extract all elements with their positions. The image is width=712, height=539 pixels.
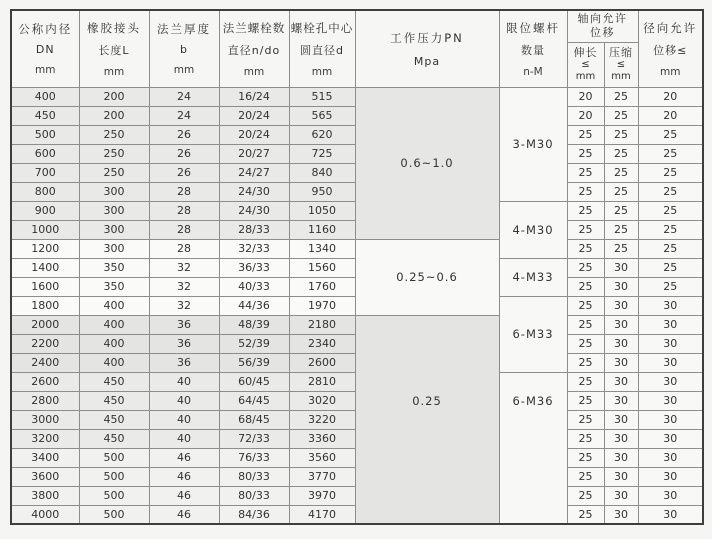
- cell-thickness: 32: [149, 277, 219, 296]
- cell-compression: 30: [604, 429, 638, 448]
- header-elongation-lte: ≤: [581, 59, 590, 71]
- cell-radial: 30: [638, 296, 703, 315]
- cell-limit-rod-group: 4-M33: [499, 258, 567, 296]
- cell-dn: 4000: [11, 505, 79, 524]
- cell-bolt-count: 16/24: [219, 87, 289, 106]
- cell-bolt-circle: 3020: [289, 391, 355, 410]
- cell-pressure-group: 0.25: [355, 315, 499, 524]
- header-pressure-title: 工作压力PN: [390, 30, 464, 45]
- cell-bolt-count: 80/33: [219, 486, 289, 505]
- header-elongation: [567, 42, 604, 87]
- cell-elongation: 25: [567, 410, 604, 429]
- cell-dn: 1800: [11, 296, 79, 315]
- header-radial: [638, 10, 703, 87]
- cell-dn: 3000: [11, 410, 79, 429]
- cell-dn: 1000: [11, 220, 79, 239]
- cell-thickness: 32: [149, 258, 219, 277]
- cell-compression: 25: [604, 239, 638, 258]
- cell-bolt-circle: 725: [289, 144, 355, 163]
- cell-bolt-circle: 3770: [289, 467, 355, 486]
- cell-thickness: 36: [149, 353, 219, 372]
- cell-length: 400: [79, 334, 149, 353]
- cell-length: 350: [79, 277, 149, 296]
- cell-thickness: 46: [149, 467, 219, 486]
- cell-radial: 25: [638, 201, 703, 220]
- header-thickness-sub: b: [180, 43, 188, 57]
- cell-compression: 25: [604, 182, 638, 201]
- cell-compression: 25: [604, 201, 638, 220]
- header-length: [79, 10, 149, 87]
- cell-bolt-count: 72/33: [219, 429, 289, 448]
- cell-pressure-group: 0.6~1.0: [355, 87, 499, 239]
- cell-compression: 30: [604, 486, 638, 505]
- cell-length: 400: [79, 353, 149, 372]
- spec-table-body: [11, 87, 703, 524]
- cell-bolt-count: 68/45: [219, 410, 289, 429]
- cell-elongation: 25: [567, 201, 604, 220]
- header-length-title: 橡胶接头: [87, 20, 141, 35]
- cell-bolt-circle: 515: [289, 87, 355, 106]
- cell-thickness: 28: [149, 201, 219, 220]
- header-elongation-title: 伸长: [573, 46, 598, 60]
- cell-radial: 25: [638, 182, 703, 201]
- header-pressure-sub: Mpa: [413, 54, 441, 68]
- cell-bolt-count: 20/24: [219, 106, 289, 125]
- header-bolt-count-sub: 直径n/do: [227, 43, 281, 57]
- cell-dn: 2800: [11, 391, 79, 410]
- cell-elongation: 25: [567, 239, 604, 258]
- cell-length: 250: [79, 144, 149, 163]
- cell-bolt-circle: 840: [289, 163, 355, 182]
- table-row: [11, 87, 703, 106]
- cell-bolt-circle: 3970: [289, 486, 355, 505]
- cell-radial: 30: [638, 353, 703, 372]
- header-limit-rod-unit: n-M: [523, 65, 543, 78]
- header-axial-title: 轴向允许: [577, 11, 628, 25]
- cell-length: 300: [79, 201, 149, 220]
- header-axial-sub: 位移: [590, 26, 615, 40]
- cell-dn: 1400: [11, 258, 79, 277]
- cell-compression: 30: [604, 277, 638, 296]
- cell-compression: 30: [604, 467, 638, 486]
- cell-radial: 30: [638, 315, 703, 334]
- cell-dn: 900: [11, 201, 79, 220]
- cell-compression: 30: [604, 258, 638, 277]
- header-bolt-circle-unit: mm: [311, 65, 333, 78]
- cell-bolt-circle: 4170: [289, 505, 355, 524]
- cell-thickness: 24: [149, 106, 219, 125]
- header-bolt-count: [219, 10, 289, 87]
- cell-bolt-circle: 2600: [289, 353, 355, 372]
- cell-elongation: 20: [567, 106, 604, 125]
- header-thickness: [149, 10, 219, 87]
- header-thickness-unit: mm: [173, 64, 195, 77]
- cell-bolt-count: 32/33: [219, 239, 289, 258]
- cell-bolt-count: 24/30: [219, 201, 289, 220]
- cell-thickness: 36: [149, 315, 219, 334]
- cell-bolt-count: 48/39: [219, 315, 289, 334]
- cell-bolt-count: 20/27: [219, 144, 289, 163]
- cell-bolt-count: 56/39: [219, 353, 289, 372]
- header-limit-rod-title: 限位螺杆: [506, 20, 560, 35]
- cell-thickness: 40: [149, 410, 219, 429]
- cell-compression: 30: [604, 353, 638, 372]
- cell-compression: 30: [604, 448, 638, 467]
- cell-radial: 30: [638, 505, 703, 524]
- cell-thickness: 28: [149, 220, 219, 239]
- cell-limit-rod-group: 6-M36: [499, 372, 567, 524]
- cell-length: 500: [79, 486, 149, 505]
- cell-elongation: 25: [567, 429, 604, 448]
- header-pressure: [355, 10, 499, 87]
- cell-bolt-circle: 950: [289, 182, 355, 201]
- cell-length: 450: [79, 391, 149, 410]
- cell-length: 300: [79, 220, 149, 239]
- cell-thickness: 40: [149, 429, 219, 448]
- cell-dn: 800: [11, 182, 79, 201]
- cell-limit-rod-group: 4-M30: [499, 201, 567, 258]
- cell-radial: 30: [638, 467, 703, 486]
- cell-bolt-circle: 565: [289, 106, 355, 125]
- cell-elongation: 25: [567, 448, 604, 467]
- cell-length: 450: [79, 410, 149, 429]
- cell-bolt-circle: 3220: [289, 410, 355, 429]
- cell-radial: 25: [638, 258, 703, 277]
- cell-bolt-count: 20/24: [219, 125, 289, 144]
- cell-bolt-count: 24/27: [219, 163, 289, 182]
- cell-radial: 20: [638, 87, 703, 106]
- cell-radial: 25: [638, 277, 703, 296]
- cell-compression: 30: [604, 505, 638, 524]
- cell-bolt-count: 80/33: [219, 467, 289, 486]
- spec-table: [10, 9, 704, 525]
- cell-thickness: 36: [149, 334, 219, 353]
- cell-elongation: 25: [567, 372, 604, 391]
- cell-dn: 700: [11, 163, 79, 182]
- cell-elongation: 25: [567, 277, 604, 296]
- cell-limit-rod-group: 3-M30: [499, 87, 567, 201]
- cell-bolt-count: 84/36: [219, 505, 289, 524]
- cell-bolt-count: 52/39: [219, 334, 289, 353]
- cell-bolt-count: 64/45: [219, 391, 289, 410]
- header-limit-rod-sub: 数量: [521, 43, 545, 57]
- cell-elongation: 25: [567, 182, 604, 201]
- cell-bolt-circle: 1340: [289, 239, 355, 258]
- cell-bolt-count: 76/33: [219, 448, 289, 467]
- cell-thickness: 26: [149, 163, 219, 182]
- header-length-sub: 长度L: [98, 43, 130, 57]
- cell-bolt-circle: 1970: [289, 296, 355, 315]
- cell-elongation: 25: [567, 467, 604, 486]
- cell-thickness: 28: [149, 182, 219, 201]
- cell-bolt-circle: 2810: [289, 372, 355, 391]
- cell-compression: 30: [604, 296, 638, 315]
- cell-length: 300: [79, 182, 149, 201]
- cell-elongation: 25: [567, 220, 604, 239]
- cell-pressure-group: 0.25~0.6: [355, 239, 499, 315]
- cell-dn: 2600: [11, 372, 79, 391]
- header-length-unit: mm: [103, 65, 125, 78]
- cell-bolt-circle: 1050: [289, 201, 355, 220]
- cell-dn: 400: [11, 87, 79, 106]
- cell-dn: 3600: [11, 467, 79, 486]
- cell-length: 500: [79, 467, 149, 486]
- cell-compression: 30: [604, 410, 638, 429]
- cell-compression: 30: [604, 391, 638, 410]
- cell-bolt-circle: 3560: [289, 448, 355, 467]
- cell-compression: 30: [604, 315, 638, 334]
- cell-radial: 30: [638, 429, 703, 448]
- cell-length: 400: [79, 296, 149, 315]
- header-radial-unit: mm: [660, 65, 681, 78]
- cell-bolt-count: 44/36: [219, 296, 289, 315]
- cell-radial: 25: [638, 144, 703, 163]
- cell-dn: 3400: [11, 448, 79, 467]
- cell-dn: 600: [11, 144, 79, 163]
- header-radial-sub: 位移≤: [653, 43, 688, 57]
- cell-compression: 25: [604, 163, 638, 182]
- header-radial-title: 径向允许: [643, 20, 698, 35]
- header-compression-lte: ≤: [616, 59, 626, 71]
- cell-bolt-count: 28/33: [219, 220, 289, 239]
- cell-dn: 450: [11, 106, 79, 125]
- table-row: [11, 239, 703, 258]
- table-row: [11, 315, 703, 334]
- cell-thickness: 26: [149, 125, 219, 144]
- header-thickness-title: 法兰厚度: [157, 22, 211, 37]
- cell-radial: 30: [638, 448, 703, 467]
- cell-radial: 30: [638, 486, 703, 505]
- cell-dn: 3200: [11, 429, 79, 448]
- cell-elongation: 25: [567, 486, 604, 505]
- cell-bolt-circle: 620: [289, 125, 355, 144]
- header-bolt-count-unit: mm: [243, 65, 265, 78]
- cell-bolt-circle: 2340: [289, 334, 355, 353]
- cell-radial: 30: [638, 334, 703, 353]
- cell-elongation: 25: [567, 391, 604, 410]
- cell-dn: 1600: [11, 277, 79, 296]
- cell-dn: 2200: [11, 334, 79, 353]
- cell-elongation: 25: [567, 163, 604, 182]
- cell-radial: 25: [638, 125, 703, 144]
- cell-elongation: 25: [567, 315, 604, 334]
- cell-length: 450: [79, 372, 149, 391]
- cell-radial: 25: [638, 163, 703, 182]
- cell-elongation: 25: [567, 144, 604, 163]
- cell-dn: 2000: [11, 315, 79, 334]
- cell-radial: 20: [638, 106, 703, 125]
- cell-dn: 500: [11, 125, 79, 144]
- cell-bolt-circle: 1160: [289, 220, 355, 239]
- cell-compression: 25: [604, 220, 638, 239]
- cell-length: 200: [79, 106, 149, 125]
- cell-elongation: 25: [567, 334, 604, 353]
- table-header: [11, 10, 703, 87]
- header-compression-title: 压缩: [609, 46, 633, 60]
- cell-length: 250: [79, 163, 149, 182]
- header-bolt-circle: [289, 10, 355, 87]
- cell-bolt-count: 24/30: [219, 182, 289, 201]
- cell-radial: 25: [638, 220, 703, 239]
- cell-thickness: 46: [149, 505, 219, 524]
- header-bolt-count-title: 法兰螺栓数: [222, 20, 286, 35]
- cell-length: 250: [79, 125, 149, 144]
- cell-compression: 30: [604, 334, 638, 353]
- cell-thickness: 26: [149, 144, 219, 163]
- cell-limit-rod-group: 6-M33: [499, 296, 567, 372]
- cell-bolt-circle: 1560: [289, 258, 355, 277]
- cell-radial: 25: [638, 239, 703, 258]
- cell-bolt-circle: 2180: [289, 315, 355, 334]
- header-dn-unit: mm: [35, 64, 56, 77]
- cell-thickness: 40: [149, 391, 219, 410]
- cell-compression: 25: [604, 106, 638, 125]
- header-bolt-circle-sub: 圆直径d: [300, 43, 344, 57]
- cell-thickness: 24: [149, 87, 219, 106]
- cell-dn: 2400: [11, 353, 79, 372]
- cell-compression: 25: [604, 87, 638, 106]
- header-axial: [567, 10, 638, 42]
- cell-compression: 30: [604, 372, 638, 391]
- header-dn: [11, 10, 79, 87]
- cell-length: 350: [79, 258, 149, 277]
- cell-length: 200: [79, 87, 149, 106]
- cell-compression: 25: [604, 144, 638, 163]
- cell-length: 500: [79, 505, 149, 524]
- cell-thickness: 28: [149, 239, 219, 258]
- header-dn-title: 公称内径: [18, 22, 73, 37]
- cell-length: 450: [79, 429, 149, 448]
- cell-radial: 30: [638, 372, 703, 391]
- cell-dn: 3800: [11, 486, 79, 505]
- cell-elongation: 20: [567, 87, 604, 106]
- header-compression: [604, 42, 638, 87]
- cell-radial: 30: [638, 391, 703, 410]
- cell-length: 400: [79, 315, 149, 334]
- cell-thickness: 46: [149, 448, 219, 467]
- header-compression-unit: mm: [611, 70, 631, 82]
- cell-bolt-circle: 1760: [289, 277, 355, 296]
- cell-elongation: 25: [567, 258, 604, 277]
- cell-thickness: 40: [149, 372, 219, 391]
- header-dn-sub: DN: [35, 43, 55, 57]
- header-elongation-unit: mm: [575, 70, 596, 82]
- cell-elongation: 25: [567, 125, 604, 144]
- cell-bolt-count: 40/33: [219, 277, 289, 296]
- cell-length: 300: [79, 239, 149, 258]
- cell-thickness: 32: [149, 296, 219, 315]
- cell-elongation: 25: [567, 353, 604, 372]
- header-bolt-circle-title: 螺栓孔中心: [290, 20, 354, 35]
- cell-compression: 25: [604, 125, 638, 144]
- cell-length: 500: [79, 448, 149, 467]
- cell-radial: 30: [638, 410, 703, 429]
- cell-elongation: 25: [567, 296, 604, 315]
- header-limit-rod: [499, 10, 567, 87]
- cell-bolt-circle: 3360: [289, 429, 355, 448]
- cell-elongation: 25: [567, 505, 604, 524]
- cell-bolt-count: 60/45: [219, 372, 289, 391]
- cell-bolt-count: 36/33: [219, 258, 289, 277]
- cell-dn: 1200: [11, 239, 79, 258]
- cell-thickness: 46: [149, 486, 219, 505]
